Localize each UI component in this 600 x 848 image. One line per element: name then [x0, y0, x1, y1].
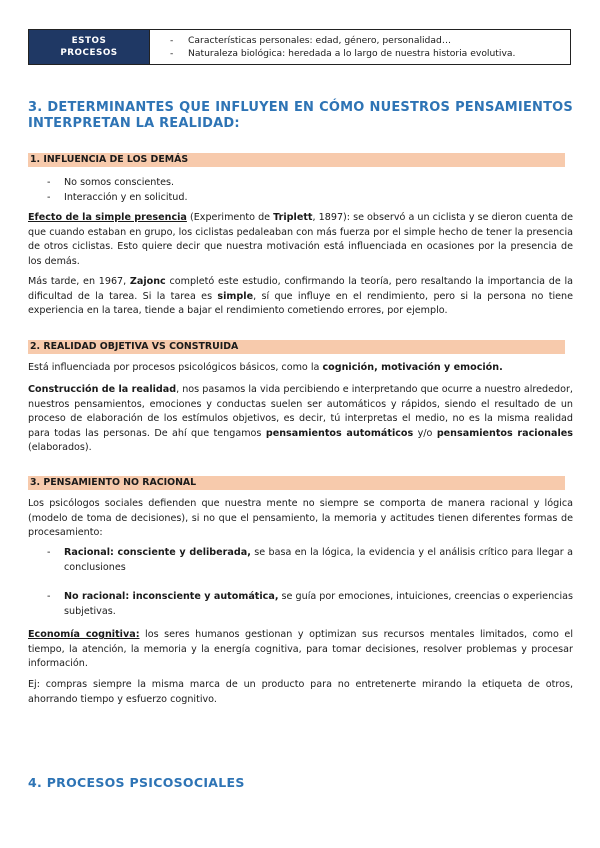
bullet-non-rational — [47, 590, 573, 619]
term-cognitive-economy: Economía cognitiva: — [28, 629, 140, 640]
paragraph-influence — [28, 361, 573, 376]
text-span: se basa en la lógica, la evidencia y el análisis crítico para llegar a conclusiones — [64, 547, 574, 573]
text-span: se guía por emociones, intuiciones, creencias o experiencias subjetivas. — [64, 591, 573, 617]
term-rational: Racional: consciente y deliberada, — [64, 547, 251, 558]
summary-table-label — [29, 30, 150, 64]
subsection-3-heading: 3. PENSAMIENTO NO RACIONAL — [28, 476, 565, 490]
term-automatic-thoughts: pensamientos automáticos — [265, 427, 414, 439]
text-span: (Experimento de — [186, 212, 274, 223]
term-processes: cognición, motivación y emoción. — [322, 362, 503, 373]
name-triplett: Triplett — [273, 212, 313, 223]
subsection-3-bullets — [47, 546, 573, 575]
paragraph-zajonc — [28, 275, 573, 319]
text-span: , nos pasamos la vida percibiendo e interpretando que ocurre a nuestro alrededor, nuestros pensamientos, emociones y conductas suelen ser automáticos y rápidos, siendo el resultado de un proceso de elaboración de los estímulos objetivos, es decir, tú interpretas el medio, no es la misma realidad para todas las personas. De ahí que tengamos — [28, 384, 573, 439]
paragraph-intro: Los psicólogos sociales defienden que nuestra mente no siempre se comporta de manera racional y lógica (modelo de toma de decisiones), si no que el pensamiento, la memoria y actitudes tienen diferentes formas de procesamiento: — [28, 498, 573, 538]
term-simple-presence: Efecto de la simple presencia — [28, 212, 187, 223]
summary-label-line1: ESTOS — [71, 36, 107, 46]
text-span: , sí que influye en el rendimiento, pero si la persona no tiene experiencia en la tarea, tiende a bajar el rendimiento cometiendo errores, por ejemplo. — [28, 290, 574, 316]
paragraph-cognitive-economy — [28, 628, 573, 672]
text-span: Está influenciada por procesos psicológicos básicos, como la — [28, 362, 323, 373]
text-span: (elaborados). — [28, 442, 92, 453]
subsection-1-bullets — [47, 176, 573, 205]
summary-label-line2: PROCESOS — [60, 48, 118, 58]
paragraph-example: Ej: compras siempre la misma marca de un producto para no entretenerte mirando la etiqueta de otros, ahorrando tiempo y esfuerzo cognitivo. — [28, 679, 573, 705]
subsection-2-heading: 2. REALIDAD OBJETIVA VS CONSTRUIDA — [28, 340, 565, 354]
bullet-item: - No somos conscientes. — [47, 176, 573, 191]
subsection-3-bullets-2 — [47, 590, 573, 619]
paragraph-construction — [28, 383, 573, 456]
term-rational-thoughts: pensamientos racionales — [436, 427, 573, 439]
text-span: , 1897): se observó a un ciclista y se dieron cuenta de que cuando estaban en grupo, los ciclistas pedaleaban con más fuerza por el simple hecho de tener la presencia de otros ciclistas. Esto quiere decir que nuestra motivación está influenciada en ocasiones por la presencia de los demás. — [28, 212, 574, 267]
summary-item: - Naturaleza biológica: heredada a lo largo de nuestra historia evolutiva. — [188, 47, 570, 60]
name-zajonc: Zajonc — [129, 276, 166, 287]
summary-item: - Características personales: edad, género, personalidad… — [188, 34, 570, 47]
bullet-item: - Interacción y en solicitud. — [47, 191, 573, 206]
section-3-title: 3. DETERMINANTES QUE INFLUYEN EN CÓMO NUESTROS PENSAMIENTOS INTERPRETAN LA REALIDAD: — [28, 100, 573, 131]
term-non-rational: No racional: inconsciente y automática, — [64, 591, 279, 602]
summary-table-list — [150, 30, 570, 64]
text-span: Más tarde, en 1967, — [28, 276, 130, 287]
term-construction: Construcción de la realidad — [28, 384, 177, 395]
bullet-rational — [47, 546, 573, 575]
text-span: completó este estudio, confirmando la teoría, pero resaltando la importancia de la dificultad de la tarea. Si la tarea es — [28, 276, 573, 302]
paragraph-simple-presence — [28, 211, 573, 269]
text-span: y/o — [413, 427, 437, 439]
section-4-title: 4. PROCESOS PSICOSOCIALES — [28, 775, 245, 790]
subsection-1-heading: 1. INFLUENCIA DE LOS DEMÁS — [28, 153, 565, 167]
summary-table — [28, 29, 571, 65]
text-span: los seres humanos gestionan y optimizan sus recursos mentales limitados, como el tiempo, la atención, la memoria y la energía cognitiva, para tomar decisiones, resolver problemas y procesar información. — [28, 629, 573, 669]
term-simple: simple — [217, 290, 254, 302]
